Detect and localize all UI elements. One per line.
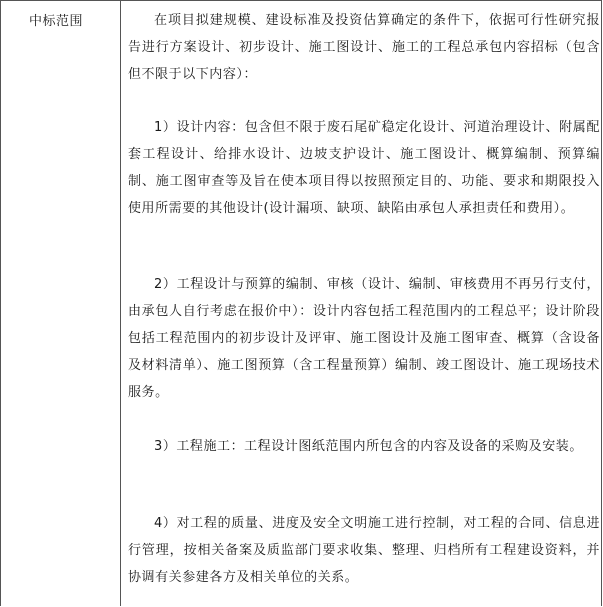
design-content-paragraph: 1）设计内容：包含但不限于废石尾矿稳定化设计、河道治理设计、附属配套工程设计、给排水设计、边坡支护设计、施工图设计、概算编制、预算编制、施工图审查等及旨在使本项目得以按照预定目的、功能、要求和期限投入使用所需要的其他设计(设计漏项、缺项、缺陷由承包人承担责任和费用）。 xyxy=(128,120,600,216)
management-paragraph: 4）对工程的质量、进度及安全文明施工进行控制，对工程的合同、信息进行管理，按相关备案及质监部门要求收集、整理、归档所有工程建设资料，并协调有关参建各方及相关单位的关系。 xyxy=(128,516,600,585)
content-cell xyxy=(122,1,601,606)
construction-paragraph: 3）工程施工：工程设计图纸范围内所包含的内容及设备的采购及安装。 xyxy=(154,439,583,454)
row-label: 中标范围 xyxy=(29,14,84,29)
intro-paragraph: 在项目拟建规模、建设标准及投资估算确定的条件下，依据可行性研究报告进行方案设计、初步设计、施工图设计、施工的工程总承包内容招标（包含但不限于以下内容）： xyxy=(128,13,600,82)
design-budget-paragraph: 2）工程设计与预算的编制、审核（设计、编制、审核费用不再另行支付，由承包人自行考虑在报价中）：设计内容包括工程范围内的工程总平；设计阶段包括工程范围内的初步设计及评审、施工图设计及施工图审查、概算（含设备及材料清单）、施工图预算（含工程量预算）编制、竣工图设计、施工现场技术服务。 xyxy=(128,277,600,400)
label-cell xyxy=(1,1,121,606)
